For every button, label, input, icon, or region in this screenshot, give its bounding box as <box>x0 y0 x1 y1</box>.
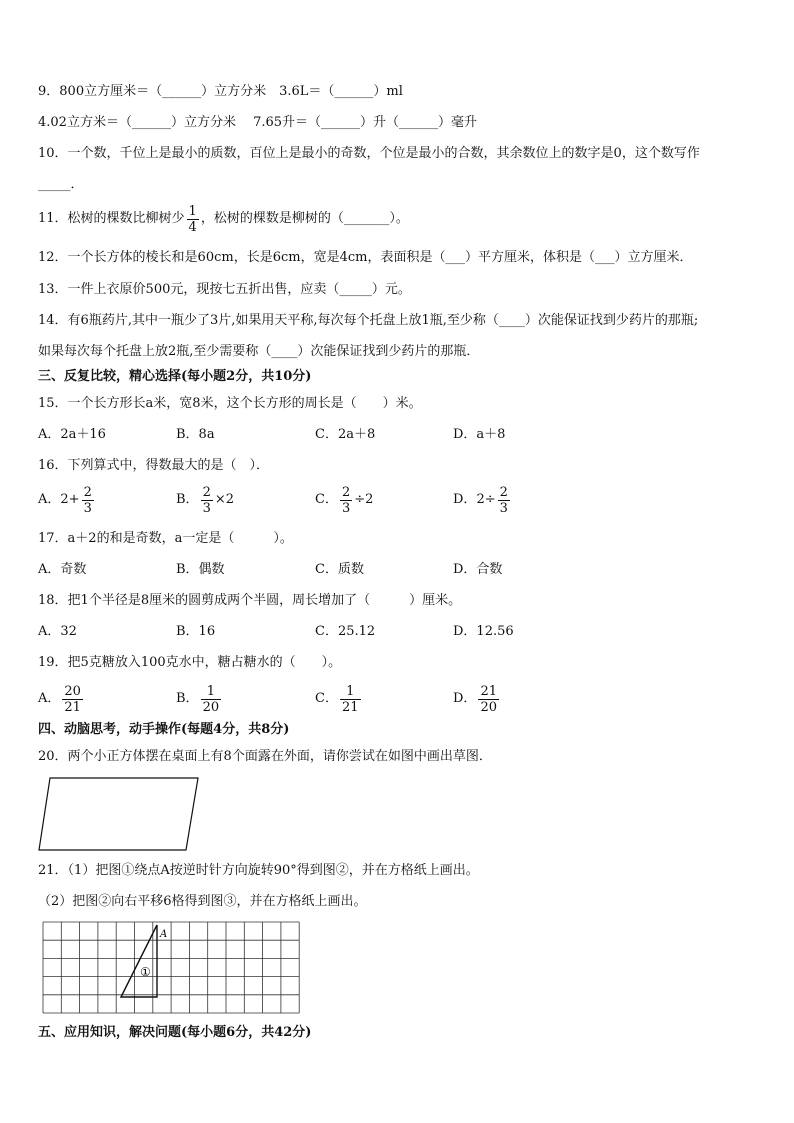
parallelogram-shape <box>39 778 198 850</box>
option-label: A． <box>38 492 61 507</box>
option-suffix: ×2 <box>214 492 235 507</box>
fraction-denominator: 21 <box>341 699 359 715</box>
q17-option-b[interactable]: B．偶数 <box>176 562 225 577</box>
q15-option-d[interactable]: D．a＋8 <box>453 427 506 442</box>
q17-option-d[interactable]: D．合数 <box>453 562 503 577</box>
question-14-line1: 14．有6瓶药片,其中一瓶少了3片,如果用天平称,每次每个托盘上放1瓶,至少称（____）次能保证找到少药片的那瓶; <box>38 313 699 328</box>
option-fraction <box>340 485 352 516</box>
question-11-prefix: 11．松树的棵数比柳树少 <box>38 211 185 226</box>
q16-option-d[interactable] <box>453 483 512 518</box>
question-20: 20．两个小正方体摆在桌面上有8个面露在外面，请你尝试在如图中画出草图． <box>38 749 492 764</box>
parallelogram-figure <box>36 775 206 855</box>
q18-option-a[interactable]: A．32 <box>38 624 77 639</box>
option-fraction <box>340 684 361 715</box>
question-11-suffix: ，松树的棵数是柳树的（_______）。 <box>200 211 409 226</box>
question-12: 12．一个长方体的棱长和是60cm，长是6cm，宽是4cm，表面积是（___）平方厘米，体积是（___）立方厘米． <box>38 250 693 265</box>
question-11-fraction <box>187 204 199 235</box>
q19-option-d[interactable] <box>453 682 501 717</box>
fraction-numerator: 2 <box>499 484 508 500</box>
grid-paper <box>42 921 308 1019</box>
fraction-numerator: 2 <box>341 484 351 500</box>
fraction-numerator: 20 <box>64 683 81 699</box>
fraction-denominator: 3 <box>341 500 351 516</box>
option-fraction <box>82 485 94 516</box>
q16-option-a[interactable] <box>38 483 96 518</box>
q18-option-b[interactable]: B．16 <box>176 624 216 639</box>
question-21-part1: 21．（1）把图①绕点A按逆时针方向旋转90°得到图②，并在方格纸上画出。 <box>38 863 479 878</box>
q15-option-c[interactable]: C．2a＋8 <box>315 427 376 442</box>
fraction-numerator: 1 <box>340 684 361 700</box>
question-11 <box>38 202 409 237</box>
option-label: A． <box>38 691 61 706</box>
question-14-line2: 如果每次每个托盘上放2瓶,至少需要称（____）次能保证找到少药片的那瓶． <box>38 344 480 359</box>
option-fraction <box>62 684 83 715</box>
question-9-line2: 4.02立方米＝（______）立方分米 7.65升＝（______）升（______）毫升 <box>38 115 478 130</box>
fraction-denominator: 20 <box>202 699 220 715</box>
q17-option-a[interactable]: A．奇数 <box>38 562 87 577</box>
question-13: 13．一件上衣原价500元，现按七五折出售，应卖（_____）元。 <box>38 282 411 297</box>
q19-option-a[interactable] <box>38 682 85 717</box>
fraction-denominator: 21 <box>64 699 81 715</box>
option-label: D． <box>453 492 477 507</box>
section-3-heading: 三、反复比较，精心选择(每小题2分，共10分) <box>38 369 312 384</box>
section-4-heading: 四、动脑思考，动手操作(每题4分，共8分) <box>38 722 290 737</box>
q18-option-d[interactable]: D．12.56 <box>453 624 514 639</box>
q15-option-a[interactable]: A．2a＋16 <box>38 427 106 442</box>
figure-1-label: ① <box>140 965 151 979</box>
option-label: B． <box>176 492 199 507</box>
q17-option-c[interactable]: C．质数 <box>315 562 364 577</box>
section-5-heading: 五、应用知识，解决问题(每小题6分，共42分) <box>38 1025 312 1040</box>
question-19: 19．把5克糖放入100克水中，糖占糖水的（ ）。 <box>38 655 342 670</box>
fraction-numerator: 1 <box>201 684 222 700</box>
option-fraction <box>201 684 222 715</box>
option-prefix: 2÷ <box>476 492 496 507</box>
option-label: C． <box>315 492 338 507</box>
fraction-numerator: 21 <box>480 683 497 699</box>
option-label: D． <box>453 691 477 706</box>
fraction-denominator: 4 <box>188 219 197 235</box>
fraction-denominator: 3 <box>202 500 211 516</box>
option-fraction <box>201 485 213 516</box>
fraction-denominator: 20 <box>480 699 497 715</box>
q19-option-c[interactable] <box>315 682 363 717</box>
fraction-denominator: 3 <box>83 500 92 516</box>
option-prefix: 2+ <box>60 492 80 507</box>
option-fraction <box>498 485 510 516</box>
question-10-line2: _____． <box>38 177 84 192</box>
q19-option-b[interactable] <box>176 682 223 717</box>
option-label: C． <box>315 691 338 706</box>
fraction-denominator: 3 <box>499 500 508 516</box>
question-10-line1: 10．一个数，千位上是最小的质数，百位上是最小的奇数，个位是最小的合数，其余数位上的数字是0，这个数写作 <box>38 146 700 161</box>
grid-lines <box>43 922 299 1013</box>
fraction-numerator: 2 <box>202 484 211 500</box>
fraction-numerator: 1 <box>188 203 197 219</box>
question-15: 15．一个长方形长a米，宽8米，这个长方形的周长是（ ）米。 <box>38 396 422 411</box>
question-16: 16．下列算式中，得数最大的是（ ）． <box>38 458 270 473</box>
option-fraction <box>478 684 499 715</box>
fraction-numerator: 2 <box>83 484 92 500</box>
q16-option-b[interactable] <box>176 483 234 518</box>
right-triangle-figure-1 <box>121 925 157 997</box>
option-label: B． <box>176 691 199 706</box>
point-a-label: A <box>160 929 168 940</box>
question-17: 17．a＋2的和是奇数，a一定是（ ）。 <box>38 531 293 546</box>
q16-option-c[interactable] <box>315 483 373 518</box>
question-21-part2: （2）把图②向右平移6格得到图③，并在方格纸上画出。 <box>38 894 367 909</box>
q18-option-c[interactable]: C．25.12 <box>315 624 376 639</box>
question-9-line1: 9．800立方厘米＝（______）立方分米 3.6L＝（______）ml <box>38 84 403 99</box>
q15-option-b[interactable]: B．8a <box>176 427 215 442</box>
option-suffix: ÷2 <box>354 492 374 507</box>
question-18: 18．把1个半径是8厘米的圆剪成两个半圆，周长增加了（ ）厘米。 <box>38 593 462 608</box>
